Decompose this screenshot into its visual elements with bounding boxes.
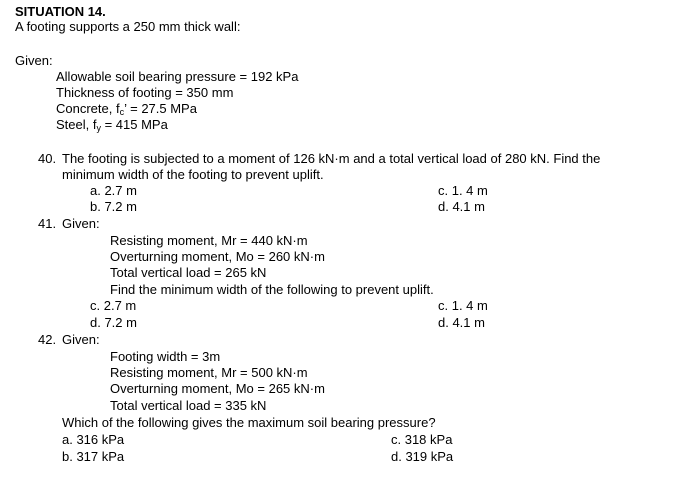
q40-number: 40. xyxy=(38,151,57,166)
q40-choice-c: c. 1. 4 m xyxy=(438,183,488,198)
given-label: Given: xyxy=(15,53,53,68)
q41-given-label: Given: xyxy=(62,216,100,231)
q42-given-3: Overturning moment, Mo = 265 kN·m xyxy=(110,381,325,396)
q40-text-line2: minimum width of the footing to prevent uplift. xyxy=(62,167,324,182)
q42-given-label: Given: xyxy=(62,332,100,347)
concrete-sub: c xyxy=(119,107,125,117)
q41-question: Find the minimum width of the following to prevent uplift. xyxy=(110,282,434,297)
given-bearing: Allowable soil bearing pressure = 192 kPa xyxy=(56,69,299,84)
q41-choice-3: c. 1. 4 m xyxy=(438,298,488,313)
steel-pre: Steel, f xyxy=(56,117,97,132)
given-thickness: Thickness of footing = 350 mm xyxy=(56,85,234,100)
q40-choice-a: a. 2.7 m xyxy=(90,183,137,198)
given-steel xyxy=(56,117,168,137)
q41-given-3: Total vertical load = 265 kN xyxy=(110,265,267,280)
q42-given-2: Resisting moment, Mr = 500 kN·m xyxy=(110,365,308,380)
q42-given-1: Footing width = 3m xyxy=(110,349,221,364)
q42-question: Which of the following gives the maximum soil bearing pressure? xyxy=(62,415,436,430)
q41-given-1: Resisting moment, Mr = 440 kN·m xyxy=(110,233,308,248)
q42-number: 42. xyxy=(38,332,57,347)
steel-sub: y xyxy=(96,123,101,133)
q40-text-line1: The footing is subjected to a moment of 126 kN·m and a total vertical load of 280 kN. Find the xyxy=(62,151,601,166)
q41-choice-2: d. 7.2 m xyxy=(90,315,137,330)
q41-choice-1: c. 2.7 m xyxy=(90,298,137,313)
q42-choice-a: a. 316 kPa xyxy=(62,432,125,447)
steel-post: = 415 MPa xyxy=(100,117,168,132)
q42-choice-c: c. 318 kPa xyxy=(391,432,453,447)
concrete-post: ’ = 27.5 MPa xyxy=(124,101,197,116)
q42-given-4: Total vertical load = 335 kN xyxy=(110,398,267,413)
q41-choice-4: d. 4.1 m xyxy=(438,315,485,330)
intro-text: A footing supports a 250 mm thick wall: xyxy=(15,19,241,34)
q41-given-2: Overturning moment, Mo = 260 kN·m xyxy=(110,249,325,264)
q42-choice-b: b. 317 kPa xyxy=(62,449,125,464)
concrete-pre: Concrete, f xyxy=(56,101,120,116)
q40-choice-d: d. 4.1 m xyxy=(438,199,485,214)
q41-number: 41. xyxy=(38,216,57,231)
situation-heading: SITUATION 14. xyxy=(15,4,106,19)
q42-choice-d: d. 319 kPa xyxy=(391,449,454,464)
q40-choice-b: b. 7.2 m xyxy=(90,199,137,214)
